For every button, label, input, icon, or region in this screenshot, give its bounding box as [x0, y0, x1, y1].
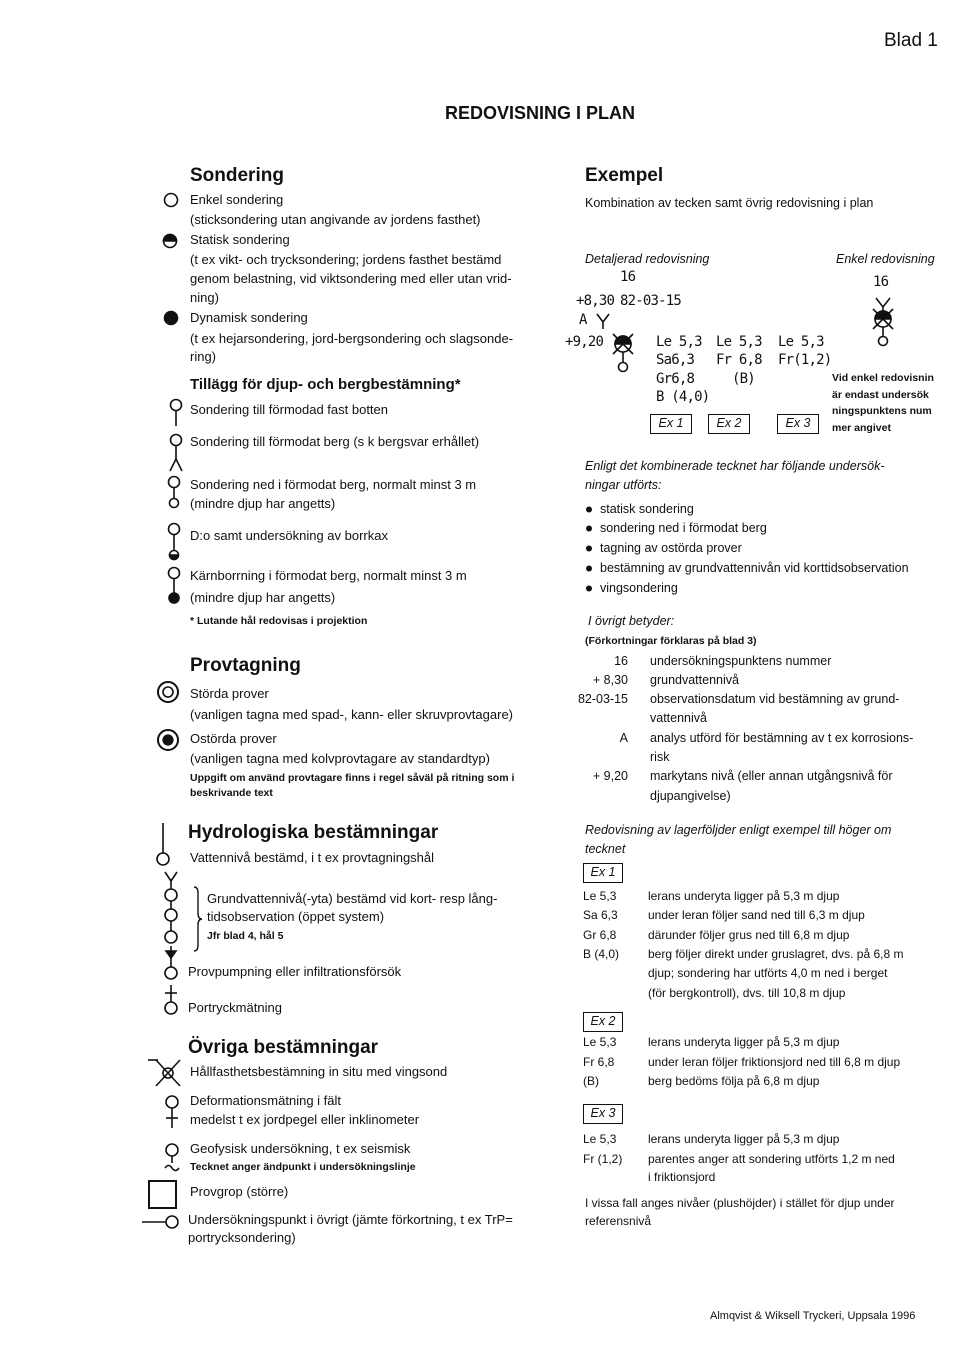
page-title: REDOVISNING I PLAN: [445, 103, 636, 123]
diagram-layer: B (4,0): [656, 389, 710, 405]
ovriga-note: Tecknet anger ändpunkt i undersökningslinje: [190, 1161, 416, 1173]
sondering-line: genom belastning, vid viktsondering med eller utan vrid-: [190, 271, 512, 286]
legend-text: risk: [650, 750, 670, 764]
printer-footer: Almqvist & Wiksell Tryckeri, Uppsala 1996: [710, 1310, 916, 1322]
layer-text: i friktionsjord: [648, 1170, 716, 1184]
ostorda-prover-icon: [158, 730, 178, 750]
layer-code: Fr (1,2): [583, 1152, 623, 1166]
sondering-line: (sticksondering utan angivande av jordens fasthet): [190, 212, 481, 227]
fast-botten-icon: [171, 400, 182, 427]
hydrologi-heading: Hydrologiska bestämningar: [188, 822, 439, 843]
legend-key: 16: [614, 654, 628, 668]
ovriga-line: Hållfasthetsbestämning in situ med vingsond: [190, 1064, 448, 1079]
bullet-icon: [586, 586, 592, 592]
sheet-number: Blad 1: [884, 30, 938, 51]
portryck-icon: [165, 985, 177, 1014]
ovriga-line: portrycksondering): [188, 1230, 296, 1245]
bullet-icon: [586, 507, 592, 513]
hydrologi-reference: Jfr blad 4, hål 5: [207, 930, 284, 942]
bullet-icon: [586, 566, 592, 572]
formodat-berg-icon: [170, 435, 182, 472]
deformation-icon: [166, 1096, 178, 1128]
diagram-layer: Le 5,3: [656, 334, 702, 350]
diagram-analysis: A: [579, 312, 587, 328]
ovriga-heading: Övriga bestämningar: [188, 1037, 379, 1058]
legend-text: observationsdatum vid bestämning av grund-: [650, 692, 900, 706]
hydrologi-line: Provpumpning eller infiltrationsförsök: [188, 964, 402, 979]
legend-note: (Förkortningar förklaras på blad 3): [585, 635, 757, 647]
diagram-layer: (B): [732, 371, 755, 387]
combined-bullet: tagning av ostörda prover: [600, 541, 742, 555]
ned-i-berg-icon: [169, 477, 180, 508]
simple-note: är endast undersök: [832, 389, 929, 401]
vattenniva-icon: [157, 823, 169, 865]
layer-text: under leran följer friktionsjord ned till 6,8 m djup: [648, 1055, 901, 1069]
layer-code: Sa 6,3: [583, 908, 618, 922]
borrkax-icon: [169, 524, 180, 560]
provtagning-line: Störda prover: [190, 686, 269, 701]
sondering-line: ring): [190, 349, 217, 364]
diagram-level: +8,30: [576, 293, 615, 309]
simple-number: 16: [873, 274, 889, 290]
combined-intro: Enligt det kombinerade tecknet har följande undersök-: [585, 459, 885, 473]
layers-heading: tecknet: [585, 842, 626, 856]
combined-intro: ningar utförts:: [585, 478, 662, 492]
storda-prover-icon: [158, 682, 178, 702]
legend-text: vattennivå: [650, 711, 707, 725]
sondering-line: Statisk sondering: [190, 232, 290, 247]
diagram-layer: Fr(1,2): [778, 352, 832, 368]
sondering-line: (t ex vikt- och trycksondering; jordens fasthet bestämd: [190, 252, 502, 267]
diagram-layer: Le 5,3: [716, 334, 762, 350]
layer-text: berg bedöms följa på 6,8 m djup: [648, 1074, 820, 1088]
ovriga-line: medelst t ex jordpegel eller inklinometer: [190, 1112, 420, 1127]
diagram-layer: Le 5,3: [778, 334, 824, 350]
diagram-number: 16: [620, 269, 636, 285]
provtagning-line: (vanligen tagna med spad-, kann- eller skruvprovtagare): [190, 707, 514, 722]
layer-text: under leran följer sand ned till 6,3 m djup: [648, 908, 865, 922]
example-box: Ex 2: [583, 1012, 623, 1032]
bullet-icon: [586, 526, 592, 532]
layer-code: (B): [583, 1074, 599, 1088]
example-box: Ex 3: [583, 1104, 623, 1124]
provtagning-note: beskrivande text: [190, 787, 273, 799]
addition-line: (mindre djup har angetts): [190, 590, 336, 605]
layer-code: Le 5,3: [583, 1132, 617, 1146]
addition-line: D:o samt undersökning av borrkax: [190, 528, 388, 543]
combined-bullet: bestämning av grundvattennivån vid korttidsobservation: [600, 561, 909, 575]
detailed-label: Detaljerad redovisning: [585, 252, 710, 266]
provpumpning-icon: [165, 946, 177, 979]
provgrop-icon: [149, 1181, 176, 1208]
vingsond-icon: [148, 1060, 180, 1086]
sondering-heading: Sondering: [190, 165, 284, 186]
footnote: * Lutande hål redovisas i projektion: [190, 615, 368, 627]
layer-text: därunder följer grus ned till 6,8 m djup: [648, 928, 850, 942]
undersokningspunkt-icon: [142, 1216, 178, 1228]
diagram-layer: Fr 6,8: [716, 352, 762, 368]
legend-text: djupangivelse): [650, 789, 731, 803]
diagram-layer: Gr6,8: [656, 371, 695, 387]
addition-line: Kärnborrning i förmodat berg, normalt minst 3 m: [190, 568, 467, 583]
hydrologi-line: Vattennivå bestämd, i t ex provtagningshål: [190, 850, 435, 865]
simple-note: ningspunktens num: [832, 405, 932, 417]
ovriga-line: Geofysisk undersökning, t ex seismisk: [190, 1141, 411, 1156]
provtagning-note: Uppgift om använd provtagare finns i regel såväl på ritning som i: [190, 772, 515, 784]
closing-line: I vissa fall anges nivåer (plushöjder) i stället för djup under: [585, 1196, 895, 1210]
bullet-icon: [586, 546, 592, 552]
dynamisk-sondering-icon: [165, 312, 178, 325]
addition-heading: Tillägg för djup- och bergbestämning*: [190, 376, 461, 393]
addition-line: Sondering till förmodat berg (s k bergsvar erhållet): [190, 434, 480, 449]
layer-text: parentes anger att sondering utförts 1,2 m ned: [648, 1152, 895, 1166]
legend-key: 82-03-15: [577, 692, 628, 706]
ovriga-line: Undersökningspunkt i övrigt (jämte förkortning, t ex TrP=: [188, 1212, 513, 1227]
ovriga-line: Deformationsmätning i fält: [190, 1093, 342, 1108]
layer-code: Le 5,3: [583, 1035, 617, 1049]
provtagning-line: Ostörda prover: [190, 731, 277, 746]
ovriga-line: Provgrop (större): [190, 1184, 289, 1199]
combined-bullet: vingsondering: [600, 581, 678, 595]
layer-text: berg följer direkt under gruslagret, dvs. på 6,8 m: [648, 947, 904, 961]
sondering-line: ning): [190, 290, 219, 305]
legend-text: markytans nivå (eller annan utgångsnivå för: [650, 769, 893, 783]
diagram-ground-level: +9,20: [565, 334, 604, 350]
layer-code: Fr 6,8: [583, 1055, 615, 1069]
provtagning-line: (vanligen tagna med kolvprovtagare av standardtyp): [190, 751, 490, 766]
legend-key: + 8,30: [592, 673, 628, 687]
karnborrning-icon: [169, 568, 180, 604]
legend-text: analys utförd för bestämning av t ex korrosions-: [650, 731, 914, 745]
combined-bullet: sondering ned i förmodat berg: [600, 521, 767, 535]
enkel-tecken-icon: [873, 298, 893, 346]
sondering-line: Enkel sondering: [190, 192, 284, 207]
example-box: Ex 2: [708, 414, 750, 434]
example-box: Ex 1: [650, 414, 692, 434]
simple-note: Vid enkel redovisnin: [832, 372, 934, 384]
geofysik-icon: [165, 1144, 179, 1171]
legend-text: undersökningspunktens nummer: [650, 654, 832, 668]
exempel-subtitle: Kombination av tecken samt övrig redovisning i plan: [585, 196, 874, 210]
addition-line: Sondering till förmodad fast botten: [190, 402, 389, 417]
layer-text: lerans underyta ligger på 5,3 m djup: [648, 1132, 840, 1146]
legend-key: A: [619, 731, 628, 745]
layer-text: (för bergkontroll), dvs. till 10,8 m djup: [648, 986, 846, 1000]
addition-line: Sondering ned i förmodat berg, normalt minst 3 m: [190, 477, 477, 492]
combined-bullet: statisk sondering: [600, 502, 694, 516]
simple-label: Enkel redovisning: [836, 252, 935, 266]
layer-code: B (4,0): [583, 947, 620, 961]
closing-line: referensnivå: [585, 1214, 652, 1228]
addition-line: (mindre djup har angetts): [190, 496, 336, 511]
layer-code: Le 5,3: [583, 889, 617, 903]
simple-note: mer angivet: [832, 422, 891, 434]
grundvattenniva-icon: [165, 872, 202, 951]
hydrologi-line: Portryckmätning: [188, 1000, 282, 1015]
sondering-line: (t ex hejarsondering, jord-bergsondering och slagsonde-: [190, 331, 514, 346]
provtagning-heading: Provtagning: [190, 655, 301, 676]
example-box: Ex 3: [777, 414, 819, 434]
exempel-heading: Exempel: [585, 165, 664, 186]
layer-text: lerans underyta ligger på 5,3 m djup: [648, 1035, 840, 1049]
legend-key: + 9,20: [592, 769, 628, 783]
layer-text: lerans underyta ligger på 5,3 m djup: [648, 889, 840, 903]
diagram-layer: Sa6,3: [656, 352, 695, 368]
sondering-line: Dynamisk sondering: [190, 310, 308, 325]
enkel-sondering-icon: [165, 194, 178, 207]
layers-heading: Redovisning av lagerföljder enligt exempel till höger om: [585, 823, 892, 837]
layer-text: djup; sondering har utförts 4,0 m ned i berget: [648, 966, 888, 980]
legend-heading: I övrigt betyder:: [588, 614, 675, 628]
example-box: Ex 1: [583, 863, 623, 883]
hydrologi-line: Grundvattennivå(-yta) bestämd vid kort- resp lång-: [207, 891, 498, 906]
legend-text: grundvattennivå: [650, 673, 739, 687]
diagram-date: 82-03-15: [620, 293, 682, 309]
hydrologi-line: tidsobservation (öppet system): [207, 909, 385, 924]
layer-code: Gr 6,8: [583, 928, 617, 942]
statisk-sondering-icon: [164, 235, 177, 248]
